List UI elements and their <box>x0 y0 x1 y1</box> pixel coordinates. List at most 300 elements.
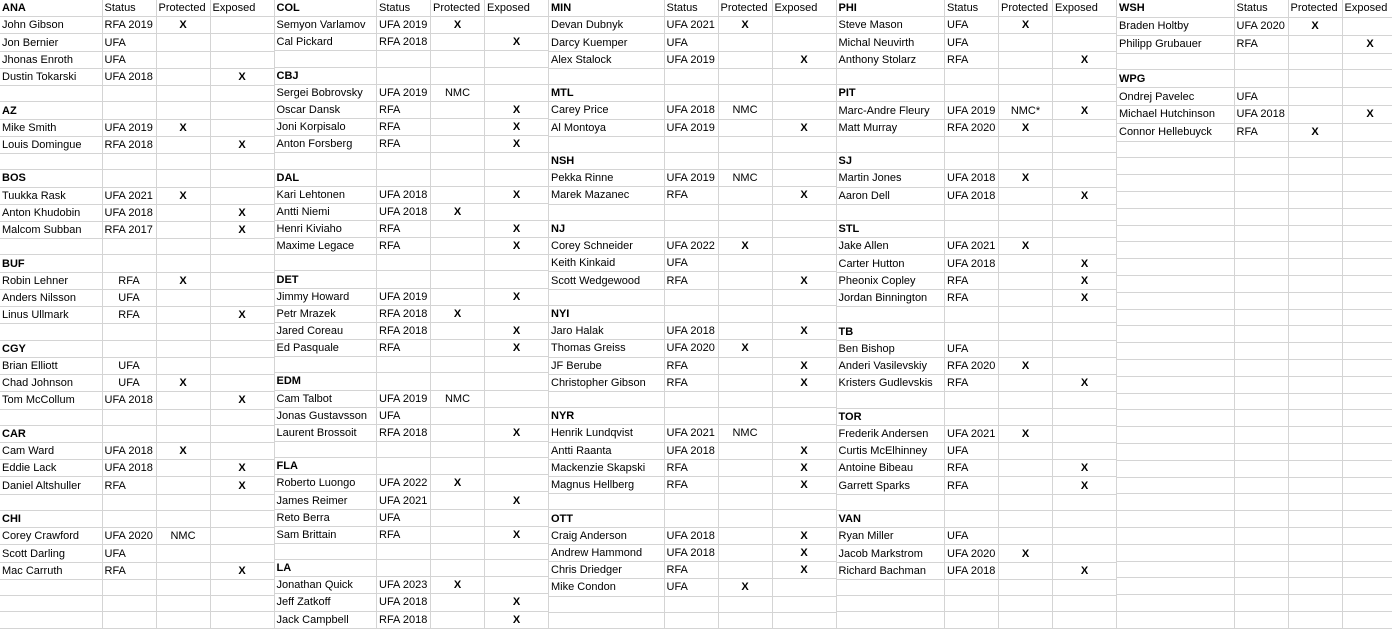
status-cell[interactable]: UFA 2018 <box>664 102 718 119</box>
team-label-cell[interactable]: WPG <box>1117 70 1234 88</box>
status-cell[interactable] <box>664 305 718 322</box>
name-cell[interactable]: Reto Berra <box>275 509 377 526</box>
exposed-cell[interactable]: X <box>1342 105 1392 123</box>
status-cell[interactable] <box>1234 511 1288 528</box>
status-cell[interactable] <box>377 543 431 559</box>
exposed-cell[interactable] <box>210 528 274 545</box>
protected-cell[interactable] <box>1288 477 1342 494</box>
name-cell[interactable]: Jonas Gustavsson <box>275 407 377 424</box>
name-cell[interactable]: Matt Murray <box>837 119 945 136</box>
exposed-cell[interactable] <box>485 577 549 594</box>
protected-cell[interactable]: X <box>156 443 210 460</box>
protected-cell[interactable] <box>156 357 210 374</box>
name-cell[interactable] <box>1117 175 1234 192</box>
status-cell[interactable] <box>945 85 999 102</box>
protected-cell[interactable] <box>999 136 1053 152</box>
status-cell[interactable]: UFA 2019 <box>377 17 431 34</box>
name-cell[interactable]: Antti Niemi <box>275 203 377 220</box>
exposed-cell[interactable] <box>210 119 274 136</box>
protected-cell[interactable]: X <box>431 203 485 220</box>
column-header-cell[interactable]: Protected <box>431 0 485 17</box>
protected-cell[interactable] <box>718 289 772 305</box>
status-cell[interactable] <box>1234 141 1288 158</box>
name-cell[interactable] <box>0 154 102 170</box>
team-label-cell[interactable]: NJ <box>549 220 664 237</box>
status-cell[interactable] <box>945 579 999 595</box>
status-cell[interactable]: UFA <box>102 34 156 51</box>
status-cell[interactable] <box>1234 158 1288 175</box>
status-cell[interactable] <box>1234 192 1288 209</box>
status-cell[interactable]: UFA 2021 <box>945 238 999 255</box>
protected-cell[interactable] <box>1288 460 1342 477</box>
exposed-cell[interactable] <box>1053 612 1117 629</box>
protected-cell[interactable]: X <box>999 238 1053 255</box>
protected-cell[interactable] <box>718 527 772 544</box>
name-cell[interactable]: Al Montoya <box>549 119 664 136</box>
protected-cell[interactable]: NMC <box>718 425 772 442</box>
name-cell[interactable]: Martin Jones <box>837 170 945 187</box>
protected-cell[interactable] <box>156 86 210 102</box>
status-cell[interactable]: RFA 2020 <box>945 119 999 136</box>
name-cell[interactable] <box>275 543 377 559</box>
status-cell[interactable]: UFA 2022 <box>664 238 718 255</box>
column-header-cell[interactable]: Status <box>1234 0 1288 17</box>
exposed-cell[interactable] <box>1053 340 1117 357</box>
protected-cell[interactable] <box>718 34 772 51</box>
exposed-cell[interactable]: X <box>485 136 549 153</box>
name-cell[interactable]: Michal Neuvirth <box>837 34 945 51</box>
exposed-cell[interactable] <box>1342 511 1392 528</box>
protected-cell[interactable] <box>156 612 210 629</box>
team-header-cell[interactable]: PHI <box>837 0 945 17</box>
exposed-cell[interactable] <box>210 51 274 68</box>
name-cell[interactable] <box>549 596 664 612</box>
name-cell[interactable] <box>837 612 945 629</box>
column-header-cell[interactable]: Status <box>102 0 156 17</box>
status-cell[interactable]: UFA <box>1234 88 1288 106</box>
exposed-cell[interactable]: X <box>485 101 549 118</box>
status-cell[interactable] <box>1234 292 1288 309</box>
exposed-cell[interactable] <box>210 239 274 255</box>
status-cell[interactable]: RFA 2018 <box>102 136 156 153</box>
status-cell[interactable] <box>1234 460 1288 477</box>
protected-cell[interactable] <box>999 510 1053 527</box>
name-cell[interactable] <box>0 86 102 102</box>
protected-cell[interactable] <box>1288 192 1342 209</box>
status-cell[interactable]: UFA 2018 <box>377 186 431 203</box>
exposed-cell[interactable]: X <box>772 544 836 561</box>
exposed-cell[interactable] <box>485 67 549 84</box>
status-cell[interactable]: UFA <box>102 545 156 562</box>
status-cell[interactable] <box>1234 444 1288 461</box>
exposed-cell[interactable] <box>772 238 836 255</box>
name-cell[interactable]: Sam Brittain <box>275 526 377 543</box>
exposed-cell[interactable] <box>1053 238 1117 255</box>
column-header-cell[interactable]: Status <box>377 0 431 17</box>
protected-cell[interactable] <box>1288 360 1342 377</box>
exposed-cell[interactable] <box>1342 53 1392 70</box>
protected-cell[interactable] <box>156 307 210 324</box>
column-header-cell[interactable]: Protected <box>1288 0 1342 17</box>
team-label-cell[interactable]: NYI <box>549 305 664 322</box>
name-cell[interactable] <box>1117 259 1234 276</box>
exposed-cell[interactable] <box>485 17 549 34</box>
exposed-cell[interactable] <box>1053 545 1117 562</box>
status-cell[interactable] <box>377 67 431 84</box>
protected-cell[interactable] <box>999 562 1053 579</box>
status-cell[interactable]: RFA <box>377 221 431 238</box>
exposed-cell[interactable]: X <box>485 34 549 51</box>
exposed-cell[interactable] <box>1342 17 1392 35</box>
column-header-cell[interactable]: Exposed <box>1342 0 1392 17</box>
exposed-cell[interactable]: X <box>210 562 274 579</box>
status-cell[interactable]: RFA <box>102 562 156 579</box>
protected-cell[interactable] <box>718 459 772 476</box>
protected-cell[interactable] <box>156 460 210 477</box>
status-cell[interactable]: UFA 2021 <box>377 492 431 509</box>
exposed-cell[interactable] <box>1342 578 1392 595</box>
protected-cell[interactable] <box>1288 427 1342 444</box>
status-cell[interactable] <box>664 152 718 169</box>
status-cell[interactable] <box>1234 376 1288 393</box>
status-cell[interactable] <box>1234 208 1288 225</box>
name-cell[interactable] <box>549 289 664 305</box>
exposed-cell[interactable] <box>1053 136 1117 152</box>
exposed-cell[interactable] <box>1342 494 1392 511</box>
protected-cell[interactable] <box>999 460 1053 477</box>
exposed-cell[interactable] <box>1342 242 1392 259</box>
exposed-cell[interactable]: X <box>485 322 549 339</box>
name-cell[interactable] <box>549 136 664 152</box>
status-cell[interactable] <box>102 239 156 255</box>
exposed-cell[interactable] <box>210 612 274 629</box>
exposed-cell[interactable] <box>1053 510 1117 527</box>
status-cell[interactable]: UFA <box>945 340 999 357</box>
protected-cell[interactable] <box>999 528 1053 545</box>
exposed-cell[interactable] <box>210 375 274 392</box>
protected-cell[interactable] <box>1288 208 1342 225</box>
column-header-cell[interactable]: Exposed <box>772 0 836 17</box>
protected-cell[interactable] <box>431 594 485 611</box>
exposed-cell[interactable] <box>485 169 549 186</box>
name-cell[interactable]: Curtis McElhinney <box>837 443 945 460</box>
status-cell[interactable]: UFA 2020 <box>945 545 999 562</box>
protected-cell[interactable] <box>431 169 485 186</box>
exposed-cell[interactable]: X <box>772 51 836 68</box>
name-cell[interactable] <box>275 357 377 373</box>
status-cell[interactable] <box>377 51 431 67</box>
status-cell[interactable] <box>945 612 999 629</box>
protected-cell[interactable] <box>1288 393 1342 410</box>
exposed-cell[interactable] <box>210 154 274 170</box>
exposed-cell[interactable]: X <box>1053 51 1117 68</box>
protected-cell[interactable]: X <box>718 238 772 255</box>
protected-cell[interactable] <box>156 154 210 170</box>
exposed-cell[interactable] <box>1342 225 1392 242</box>
exposed-cell[interactable] <box>1053 221 1117 238</box>
status-cell[interactable]: RFA <box>945 375 999 392</box>
exposed-cell[interactable]: X <box>210 68 274 85</box>
name-cell[interactable]: Craig Anderson <box>549 527 664 544</box>
status-cell[interactable]: RFA 2020 <box>945 357 999 374</box>
protected-cell[interactable] <box>718 136 772 152</box>
status-cell[interactable] <box>945 408 999 425</box>
status-cell[interactable]: RFA <box>377 238 431 255</box>
exposed-cell[interactable] <box>1342 259 1392 276</box>
status-cell[interactable] <box>1234 259 1288 276</box>
protected-cell[interactable] <box>431 255 485 271</box>
name-cell[interactable]: Anders Nilsson <box>0 289 102 306</box>
name-cell[interactable]: Keith Kinkaid <box>549 255 664 272</box>
exposed-cell[interactable]: X <box>485 186 549 203</box>
protected-cell[interactable] <box>1288 292 1342 309</box>
name-cell[interactable]: Richard Bachman <box>837 562 945 579</box>
exposed-cell[interactable] <box>485 407 549 424</box>
name-cell[interactable]: Magnus Hellberg <box>549 477 664 494</box>
name-cell[interactable] <box>0 239 102 255</box>
status-cell[interactable] <box>102 340 156 357</box>
name-cell[interactable]: Anthony Stolarz <box>837 51 945 68</box>
name-cell[interactable] <box>1117 427 1234 444</box>
exposed-cell[interactable] <box>485 51 549 67</box>
protected-cell[interactable] <box>1288 326 1342 343</box>
exposed-cell[interactable] <box>1053 17 1117 34</box>
status-cell[interactable]: UFA 2019 <box>664 170 718 187</box>
status-cell[interactable] <box>664 494 718 510</box>
protected-cell[interactable] <box>431 611 485 628</box>
name-cell[interactable]: Antoine Bibeau <box>837 460 945 477</box>
status-cell[interactable]: UFA 2023 <box>377 577 431 594</box>
name-cell[interactable]: Cam Talbot <box>275 390 377 407</box>
exposed-cell[interactable] <box>1342 326 1392 343</box>
protected-cell[interactable] <box>431 424 485 441</box>
protected-cell[interactable] <box>999 34 1053 51</box>
status-cell[interactable]: UFA 2019 <box>377 84 431 101</box>
protected-cell[interactable] <box>718 408 772 425</box>
name-cell[interactable]: Connor Hellebuyck <box>1117 123 1234 141</box>
exposed-cell[interactable] <box>485 255 549 271</box>
team-label-cell[interactable]: STL <box>837 221 945 238</box>
protected-cell[interactable] <box>156 477 210 494</box>
status-cell[interactable]: RFA <box>377 136 431 153</box>
status-cell[interactable]: UFA <box>102 375 156 392</box>
exposed-cell[interactable] <box>772 204 836 220</box>
status-cell[interactable] <box>945 136 999 152</box>
status-cell[interactable] <box>377 458 431 475</box>
name-cell[interactable] <box>1117 460 1234 477</box>
name-cell[interactable]: Andrew Hammond <box>549 544 664 561</box>
team-label-cell[interactable]: BOS <box>0 170 102 187</box>
name-cell[interactable]: Garrett Sparks <box>837 477 945 494</box>
name-cell[interactable] <box>275 153 377 169</box>
status-cell[interactable] <box>664 612 718 628</box>
protected-cell[interactable] <box>1288 88 1342 106</box>
protected-cell[interactable] <box>1288 276 1342 293</box>
status-cell[interactable]: UFA <box>377 509 431 526</box>
team-label-cell[interactable]: OTT <box>549 510 664 527</box>
exposed-cell[interactable]: X <box>210 392 274 409</box>
exposed-cell[interactable]: X <box>1053 562 1117 579</box>
name-cell[interactable]: Eddie Lack <box>0 460 102 477</box>
protected-cell[interactable] <box>431 442 485 458</box>
protected-cell[interactable] <box>718 391 772 407</box>
status-cell[interactable] <box>1234 276 1288 293</box>
protected-cell[interactable] <box>718 220 772 237</box>
team-header-cell[interactable]: ANA <box>0 0 102 17</box>
status-cell[interactable] <box>664 408 718 425</box>
exposed-cell[interactable] <box>772 305 836 322</box>
protected-cell[interactable]: X <box>999 119 1053 136</box>
status-cell[interactable] <box>1234 393 1288 410</box>
name-cell[interactable] <box>275 442 377 458</box>
exposed-cell[interactable] <box>485 153 549 169</box>
status-cell[interactable]: UFA 2018 <box>945 187 999 204</box>
name-cell[interactable] <box>1117 225 1234 242</box>
name-cell[interactable] <box>837 136 945 152</box>
protected-cell[interactable] <box>718 152 772 169</box>
status-cell[interactable] <box>1234 360 1288 377</box>
protected-cell[interactable] <box>431 526 485 543</box>
name-cell[interactable]: Henri Kiviaho <box>275 221 377 238</box>
exposed-cell[interactable] <box>210 494 274 510</box>
exposed-cell[interactable] <box>1342 276 1392 293</box>
exposed-cell[interactable]: X <box>772 119 836 136</box>
status-cell[interactable] <box>102 86 156 102</box>
status-cell[interactable] <box>1234 528 1288 545</box>
exposed-cell[interactable]: X <box>485 526 549 543</box>
protected-cell[interactable] <box>999 307 1053 323</box>
protected-cell[interactable] <box>718 477 772 494</box>
protected-cell[interactable] <box>156 204 210 221</box>
status-cell[interactable] <box>1234 561 1288 578</box>
exposed-cell[interactable] <box>772 596 836 612</box>
name-cell[interactable]: Henrik Lundqvist <box>549 425 664 442</box>
protected-cell[interactable] <box>1288 225 1342 242</box>
exposed-cell[interactable] <box>210 579 274 595</box>
protected-cell[interactable]: NMC* <box>999 102 1053 119</box>
status-cell[interactable] <box>377 271 431 288</box>
exposed-cell[interactable]: X <box>772 477 836 494</box>
status-cell[interactable] <box>1234 70 1288 88</box>
exposed-cell[interactable]: X <box>210 307 274 324</box>
status-cell[interactable] <box>377 373 431 390</box>
exposed-cell[interactable] <box>1342 309 1392 326</box>
protected-cell[interactable] <box>999 272 1053 289</box>
status-cell[interactable] <box>945 204 999 220</box>
name-cell[interactable]: Sergei Bobrovsky <box>275 84 377 101</box>
exposed-cell[interactable] <box>210 187 274 204</box>
protected-cell[interactable] <box>999 153 1053 170</box>
status-cell[interactable] <box>102 510 156 527</box>
name-cell[interactable] <box>837 392 945 408</box>
status-cell[interactable] <box>1234 225 1288 242</box>
name-cell[interactable]: Corey Crawford <box>0 528 102 545</box>
status-cell[interactable] <box>945 307 999 323</box>
team-header-cell[interactable]: WSH <box>1117 0 1234 17</box>
name-cell[interactable]: Darcy Kuemper <box>549 34 664 51</box>
status-cell[interactable]: UFA 2018 <box>102 68 156 85</box>
name-cell[interactable] <box>1117 292 1234 309</box>
status-cell[interactable] <box>377 255 431 271</box>
status-cell[interactable]: UFA 2021 <box>664 425 718 442</box>
exposed-cell[interactable]: X <box>1053 477 1117 494</box>
exposed-cell[interactable] <box>1053 307 1117 323</box>
exposed-cell[interactable]: X <box>772 357 836 374</box>
protected-cell[interactable] <box>718 272 772 289</box>
status-cell[interactable] <box>377 357 431 373</box>
status-cell[interactable]: RFA <box>664 562 718 579</box>
name-cell[interactable] <box>549 612 664 628</box>
exposed-cell[interactable] <box>772 255 836 272</box>
protected-cell[interactable] <box>999 443 1053 460</box>
exposed-cell[interactable] <box>485 475 549 492</box>
name-cell[interactable] <box>1117 309 1234 326</box>
status-cell[interactable] <box>1234 410 1288 427</box>
protected-cell[interactable] <box>431 492 485 509</box>
protected-cell[interactable] <box>431 271 485 288</box>
exposed-cell[interactable] <box>772 85 836 102</box>
exposed-cell[interactable] <box>210 34 274 51</box>
team-label-cell[interactable]: LA <box>275 560 377 577</box>
protected-cell[interactable] <box>1288 175 1342 192</box>
status-cell[interactable]: UFA 2020 <box>1234 17 1288 35</box>
status-cell[interactable] <box>102 425 156 442</box>
name-cell[interactable]: Laurent Brossoit <box>275 424 377 441</box>
name-cell[interactable]: Scott Darling <box>0 545 102 562</box>
status-cell[interactable] <box>102 102 156 119</box>
name-cell[interactable]: John Gibson <box>0 17 102 34</box>
exposed-cell[interactable] <box>210 596 274 612</box>
exposed-cell[interactable] <box>1053 579 1117 595</box>
name-cell[interactable] <box>1117 141 1234 158</box>
exposed-cell[interactable] <box>485 373 549 390</box>
name-cell[interactable]: Philipp Grubauer <box>1117 35 1234 53</box>
exposed-cell[interactable]: X <box>772 323 836 340</box>
name-cell[interactable] <box>549 391 664 407</box>
exposed-cell[interactable] <box>1342 477 1392 494</box>
exposed-cell[interactable] <box>210 443 274 460</box>
exposed-cell[interactable] <box>1342 175 1392 192</box>
status-cell[interactable]: UFA <box>102 357 156 374</box>
protected-cell[interactable] <box>431 67 485 84</box>
exposed-cell[interactable] <box>1053 68 1117 84</box>
protected-cell[interactable] <box>431 543 485 559</box>
exposed-cell[interactable] <box>772 152 836 169</box>
status-cell[interactable]: RFA 2018 <box>377 305 431 322</box>
protected-cell[interactable] <box>999 596 1053 612</box>
exposed-cell[interactable] <box>485 543 549 559</box>
name-cell[interactable]: Roberto Luongo <box>275 475 377 492</box>
name-cell[interactable]: James Reimer <box>275 492 377 509</box>
exposed-cell[interactable] <box>1342 444 1392 461</box>
name-cell[interactable]: Kristers Gudlevskis <box>837 375 945 392</box>
status-cell[interactable]: UFA 2019 <box>377 390 431 407</box>
protected-cell[interactable] <box>156 340 210 357</box>
status-cell[interactable] <box>1234 427 1288 444</box>
exposed-cell[interactable] <box>1342 88 1392 106</box>
protected-cell[interactable]: X <box>999 425 1053 442</box>
status-cell[interactable] <box>664 85 718 102</box>
status-cell[interactable]: UFA 2019 <box>377 288 431 305</box>
status-cell[interactable] <box>945 153 999 170</box>
exposed-cell[interactable] <box>485 357 549 373</box>
protected-cell[interactable] <box>1288 35 1342 53</box>
status-cell[interactable] <box>945 392 999 408</box>
exposed-cell[interactable] <box>1053 425 1117 442</box>
name-cell[interactable] <box>1117 511 1234 528</box>
exposed-cell[interactable] <box>210 86 274 102</box>
name-cell[interactable]: Ed Pasquale <box>275 340 377 357</box>
